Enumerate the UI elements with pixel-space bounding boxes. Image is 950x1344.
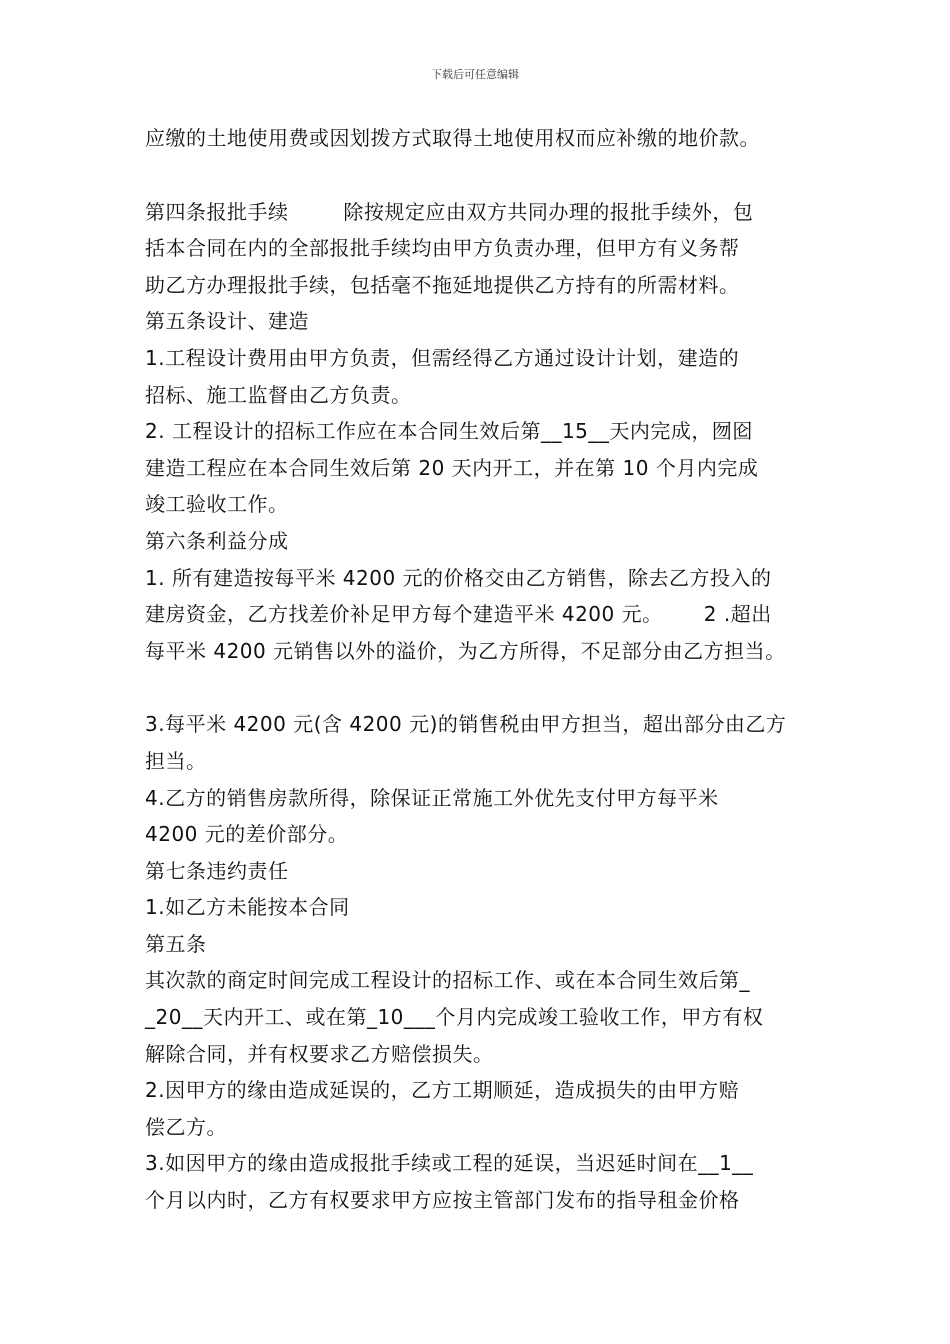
paragraph-line: 括本合同在内的全部报批手续均由甲方负责办理，但甲方有义务帮 xyxy=(145,236,740,261)
document-body xyxy=(145,120,825,1219)
paragraph-line: 3.如因甲方的缘由造成报批手续或工程的延误，当迟延时间在__1__ xyxy=(145,1151,754,1176)
paragraph-line: 助乙方办理报批手续，包括毫不拖延地提供乙方持有的所需材料。 xyxy=(145,272,740,297)
paragraph-line: 个月以内时，乙方有权要求甲方应按主管部门发布的指导租金价格 xyxy=(145,1188,740,1213)
paragraph-line: 第七条违约责任 xyxy=(145,858,289,883)
paragraph-line: 1. 所有建造按每平米 4200 元的价格交由乙方销售，除去乙方投入的 xyxy=(145,565,772,590)
paragraph-line: 1.工程设计费用由甲方负责，但需经得乙方通过设计计划，建造的 xyxy=(145,345,740,370)
paragraph-line: 2. 工程设计的招标工作应在本合同生效后第__15__天内完成，囫囵 xyxy=(145,419,753,444)
paragraph-line: 建造工程应在本合同生效后第 20 天内开工，并在第 10 个月内完成 xyxy=(145,455,759,480)
paragraph-line: 其次款的商定时间完成工程设计的招标工作、或在本合同生效后第_ xyxy=(145,968,750,993)
paragraph-line: 每平米 4200 元销售以外的溢价，为乙方所得，不足部分由乙方担当。 xyxy=(145,638,786,663)
paragraph-line: 担当。 xyxy=(145,748,207,773)
paragraph-line: 第六条利益分成 xyxy=(145,528,289,553)
paragraph-line: _20__天内开工、或在第_10___个月内完成竣工验收工作，甲方有权 xyxy=(145,1005,764,1030)
paragraph-line: 解除合同，并有权要求乙方赔偿损失。 xyxy=(145,1041,494,1066)
paragraph-line: 第五条设计、建造 xyxy=(145,309,309,334)
blank-line xyxy=(145,669,825,706)
paragraph-line: 建房资金，乙方找差价补足甲方每个建造平米 4200 元。 2 .超出 xyxy=(145,602,772,627)
paragraph-line: 应缴的土地使用费或因划拨方式取得土地使用权而应补缴的地价款。 xyxy=(145,126,760,150)
paragraph-line: 第四条报批手续 除按规定应由双方共同办理的报批手续外，包 xyxy=(145,199,754,224)
paragraph-line: 招标、施工监督由乙方负责。 xyxy=(145,382,412,407)
paragraph-line: 4.乙方的销售房款所得，除保证正常施工外优先支付甲方每平米 xyxy=(145,785,719,810)
paragraph-line: 2.因甲方的缘由造成延误的，乙方工期顺延，造成损失的由甲方赔 xyxy=(145,1078,740,1103)
paragraph-line: 3.每平米 4200 元(含 4200 元)的销售税由甲方担当，超出部分由乙方 xyxy=(145,712,787,737)
paragraph-line: 偿乙方。 xyxy=(145,1114,227,1139)
page-header: 下载后可任意编辑 xyxy=(431,68,519,81)
paragraph-line: 第五条 xyxy=(145,931,207,956)
paragraph-line: 1.如乙方未能按本合同 xyxy=(145,895,350,920)
blank-line xyxy=(145,157,825,194)
paragraph-line: 4200 元的差价部分。 xyxy=(145,822,349,847)
paragraph-line: 竣工验收工作。 xyxy=(145,492,289,517)
